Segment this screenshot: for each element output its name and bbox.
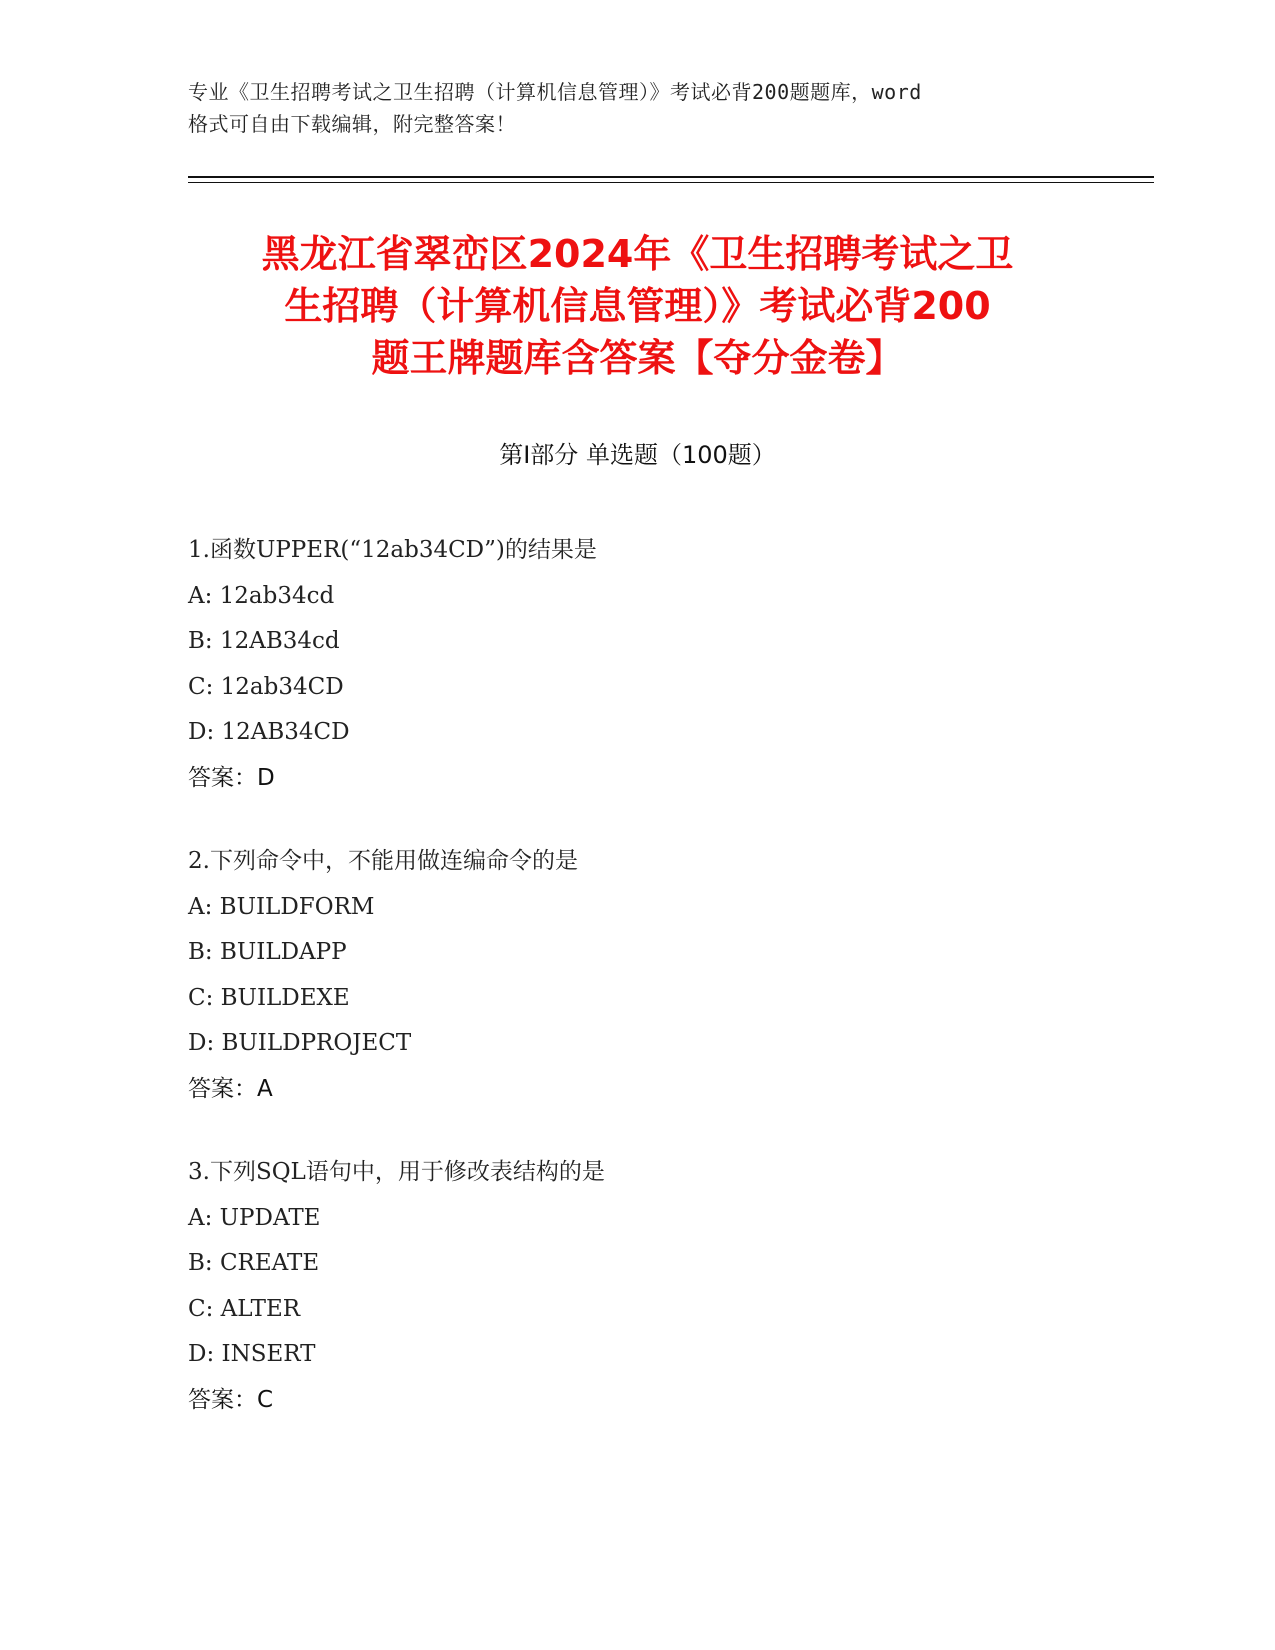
option-b: B: BUILDAPP: [188, 939, 347, 965]
option-d: D: INSERT: [188, 1341, 316, 1367]
header-divider-thin: [188, 182, 1154, 183]
option-b: B: CREATE: [188, 1250, 320, 1276]
option-c: C: ALTER: [188, 1295, 301, 1322]
question-text: 1.函数UPPER(“12ab34CD”)的结果是: [188, 537, 597, 563]
document-title-line-3: 题王牌题库含答案【夺分金卷】: [371, 336, 904, 380]
question-1: [188, 528, 1148, 801]
option-d: D: BUILDPROJECT: [188, 1030, 412, 1056]
header-divider-thick: [188, 176, 1154, 178]
question-text: 2.下列命令中，不能用做连编命令的是: [188, 848, 578, 874]
answer: 答案：C: [188, 1386, 274, 1413]
option-c: C: 12ab34CD: [188, 673, 344, 700]
section-heading: 第I部分 单选题（100题）: [499, 441, 776, 469]
header-note: [188, 76, 1088, 140]
option-a: A: BUILDFORM: [188, 893, 375, 920]
question-2: [188, 839, 1148, 1112]
option-a: A: 12ab34cd: [188, 582, 335, 609]
option-a: A: UPDATE: [188, 1204, 321, 1231]
header-note-line-1: 专业《卫生招聘考试之卫生招聘（计算机信息管理）》考试必背200题题库，word: [188, 80, 922, 104]
answer: 答案：D: [188, 764, 275, 791]
document-title-line-1: 黑龙江省翠峦区2024年《卫生招聘考试之卫: [261, 232, 1014, 276]
option-d: D: 12AB34CD: [188, 719, 350, 745]
document-title: [180, 228, 1095, 384]
answer: 答案：A: [188, 1075, 273, 1102]
option-c: C: BUILDEXE: [188, 984, 350, 1011]
question-list: [188, 528, 1148, 1461]
document-title-line-2: 生招聘（计算机信息管理）》考试必背200: [284, 284, 991, 328]
question-text: 3.下列SQL语句中，用于修改表结构的是: [188, 1159, 605, 1185]
option-b: B: 12AB34cd: [188, 628, 340, 654]
header-note-line-2: 格式可自由下载编辑，附完整答案！: [188, 112, 516, 136]
question-3: [188, 1150, 1148, 1423]
